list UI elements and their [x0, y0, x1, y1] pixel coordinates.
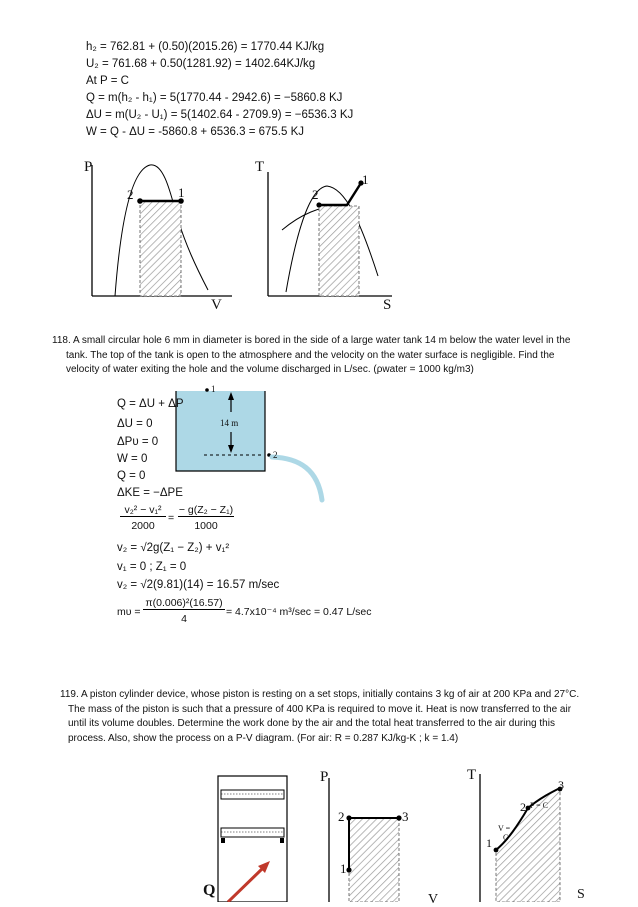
- heat-area: [319, 206, 359, 296]
- sol118-flow-den: 4: [181, 613, 187, 625]
- ts2-y-label: T: [467, 767, 477, 783]
- sol118-frac-equals: =: [168, 512, 175, 524]
- sol118-w: W = 0: [117, 453, 148, 465]
- ts1-point-1: 1: [362, 172, 369, 187]
- sol118-frac-right-num: − g(Z₂ − Z₁): [178, 504, 234, 516]
- problem-119-line-1: 119. A piston cylinder device, whose piston is resting on a set stops, initially contains 3 kg of air at 200 KPa and 27°C.: [60, 689, 580, 700]
- problem-119-line-3: until its volume doubles. Determine the work done by the air and the total heat transferred to the air during this: [68, 718, 555, 729]
- work-area: [140, 201, 181, 296]
- pv1-point-1: 1: [178, 185, 185, 200]
- stop-left: [221, 838, 225, 843]
- ts1-y-label: T: [255, 159, 265, 175]
- pv-diagram-1: [92, 165, 232, 296]
- tank-depth-label: 14 m: [220, 418, 239, 428]
- water-jet: [272, 457, 322, 500]
- water-tank: [176, 388, 322, 500]
- tank-point-1: 1: [211, 384, 216, 394]
- sol118-energy: Q = ΔU + ΔP: [117, 398, 184, 410]
- sol118-q: Q = 0: [117, 470, 146, 482]
- ts1-point-2: 2: [312, 187, 319, 202]
- ts-diagram-1: [268, 172, 392, 296]
- ts2-const-pressure-label: P = C: [530, 801, 548, 810]
- water: [176, 391, 265, 471]
- sol118-v2-formula: v₂ = √2g(Z₁ − Z₂) + v₁²: [117, 542, 230, 554]
- sol118-frac-right-den: 1000: [194, 520, 218, 532]
- sol118-frac-left-num: v₂² − v₁²: [120, 504, 166, 517]
- pv2-y-label: P: [320, 769, 329, 785]
- tank-point-2: 2: [273, 450, 278, 460]
- ts1-x-label: S: [383, 297, 392, 313]
- ts2-const-volume-c: C: [503, 833, 509, 842]
- piston: [221, 828, 284, 837]
- pv-diagram-2: [329, 778, 402, 902]
- sol118-initial: v₁ = 0 ; Z₁ = 0: [117, 561, 187, 573]
- sol118-flow-num: π(0.006)²(16.57): [143, 597, 225, 610]
- equation-q: Q = m(h₂ - h₁) = 5(1770.44 - 2942.6) = −5860.8 KJ: [86, 92, 343, 104]
- sol118-ke-pe: ΔKE = −ΔPE: [117, 487, 183, 499]
- stop-right: [280, 838, 284, 843]
- ts2-x-label: S: [577, 887, 585, 902]
- equation-du: ΔU = m(U₂ - U₁) = 5(1402.64 - 2709.9) = −6536.3 KJ: [86, 109, 354, 121]
- pv2-area: [349, 818, 399, 902]
- pv2-x-label: V: [428, 892, 439, 907]
- pv1-y-label: P: [84, 159, 93, 175]
- heat-label-q: Q: [203, 882, 216, 899]
- problem-118-line-3: velocity of water exiting the hole and the volume discharged in L/sec. (ρwater = 1000 kg/m3): [66, 364, 474, 375]
- point-1: [205, 388, 209, 392]
- pv1-point-2: 2: [127, 187, 134, 202]
- pv2-point-1: 1: [340, 861, 347, 876]
- equation-h2: h₂ = 762.81 + (0.50)(2015.26) = 1770.44 KJ/kg: [86, 41, 325, 53]
- ts-diagram-2: [480, 774, 562, 902]
- equation-u2: U₂ = 761.68 + 0.50(1281.92) = 1402.64KJ/kg: [86, 58, 316, 70]
- ts2-point-2: 2: [520, 800, 526, 814]
- problem-119: [60, 688, 579, 746]
- equation-condition: At P = C: [86, 75, 129, 87]
- sol118-du: ΔU = 0: [117, 418, 153, 430]
- sol118-dpv: ΔPυ = 0: [117, 436, 159, 448]
- equation-w: W = Q - ΔU = -5860.8 + 6536.3 = 675.5 KJ: [86, 126, 305, 138]
- ts2-area: [496, 788, 560, 902]
- pv2-point-3: 3: [402, 809, 409, 824]
- problem-118: [52, 334, 570, 378]
- sol118-flow-left: mυ =: [117, 606, 141, 618]
- sol118-flow-result: = 4.7x10⁻⁴ m³/sec = 0.47 L/sec: [226, 606, 372, 618]
- top-weight: [221, 790, 284, 799]
- problem-119-line-4: process. Also, show the process on a P-V diagram. (For air: R = 0.287 KJ/kg-K ; k = 1.4): [68, 732, 459, 744]
- problem-119-line-2: The mass of the piston is such that a pressure of 400 KPa is required to move it. Heat is now transferred to the air: [68, 703, 572, 715]
- sol118-frac-left-den: 2000: [131, 520, 155, 532]
- problem-118-line-2: tank. The top of the tank is open to the atmosphere and the velocity on the water surface is negligible. Find the: [66, 349, 555, 361]
- ts2-point-3: 3: [558, 778, 564, 792]
- sol118-v2-value: v₂ = √2(9.81)(14) = 16.57 m/sec: [117, 579, 280, 591]
- ts2-const-volume-label: V =: [498, 824, 511, 833]
- pv1-x-label: V: [211, 297, 222, 313]
- pv2-point-2: 2: [338, 809, 345, 824]
- ts2-point-1: 1: [486, 836, 492, 850]
- problem-118-line-1: 118. A small circular hole 6 mm in diameter is bored in the side of a large water tank 14 m below the water level in the: [52, 335, 571, 346]
- piston-cylinder: [218, 776, 287, 902]
